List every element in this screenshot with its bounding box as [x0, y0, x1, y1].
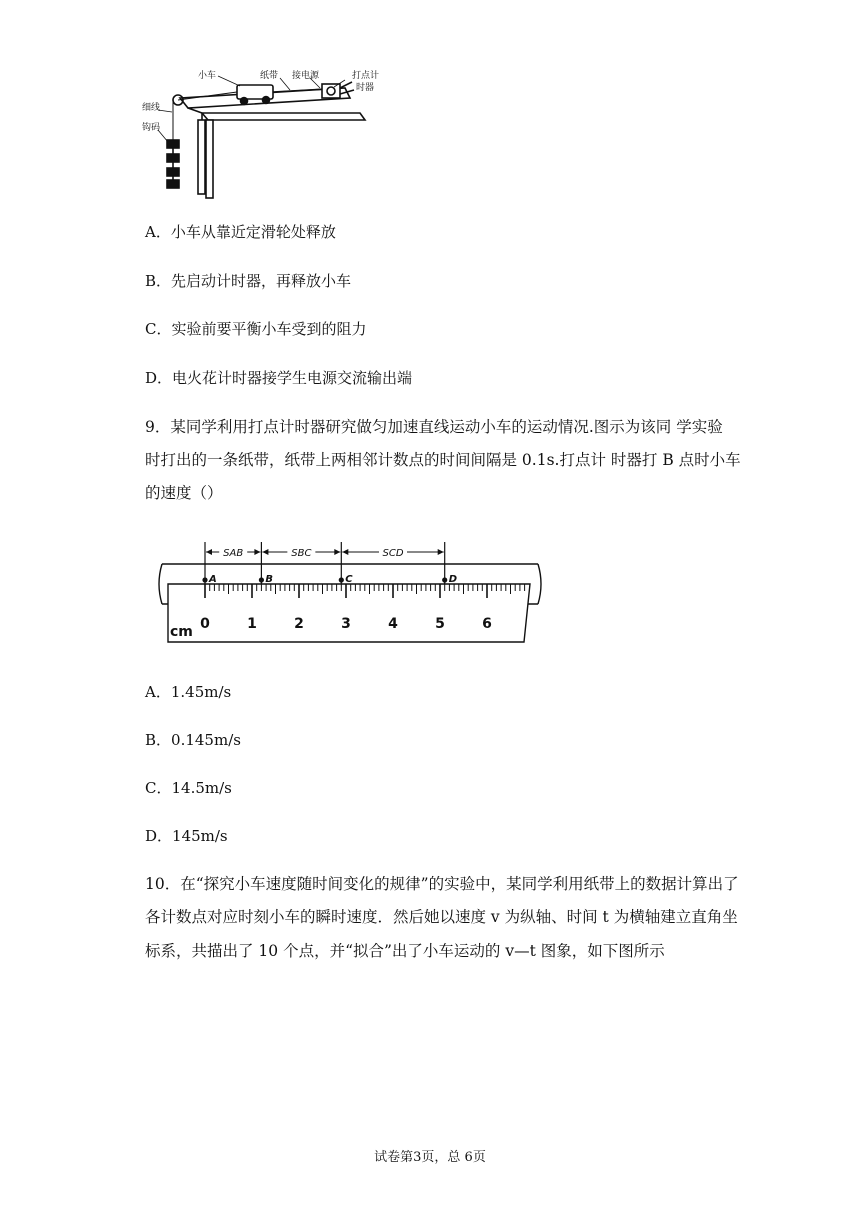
ruler-tick-label: 4: [388, 616, 398, 632]
arrow-head: [342, 549, 348, 555]
table-leg: [206, 120, 213, 198]
q8-option-a: A．小车从靠近定滑轮处释放: [145, 223, 336, 241]
q9-option-d: D．145m/s: [145, 827, 228, 845]
timer: [322, 84, 340, 98]
segment-label: SCD: [382, 548, 404, 559]
q9-line-2: 时打出的一条纸带，纸带上两相邻计数点的时间间隔是 0.1s.打点计 时器打 B 点时小车: [145, 451, 741, 469]
arrow-head: [334, 549, 340, 555]
ruler-tick-label: 5: [435, 616, 445, 632]
ruler-body: [168, 584, 530, 642]
page-footer: 试卷第3页，总 6页: [374, 1150, 486, 1165]
segment-label: SBC: [291, 548, 312, 559]
table-top: [202, 113, 365, 120]
label-timer-2: 时器: [356, 83, 375, 93]
q10-line-2: 各计数点对应时刻小车的瞬时速度．然后她以速度 v 为纵轴、时间 t 为横轴建立直角坐: [145, 908, 738, 926]
q9-option-a: A．1.45m/s: [145, 683, 232, 701]
tape-dot: [259, 577, 264, 582]
q9-line-1: 9．某同学利用打点计时器研究做匀加速直线运动小车的运动情况.图示为该同 学实验: [145, 418, 723, 436]
q10-line-1: 10．在“探究小车速度随时间变化的规律”的实验中，某同学利用纸带上的数据计算出了: [145, 875, 739, 893]
label-string: 细线: [142, 103, 161, 113]
q9-option-b: B．0.145m/s: [145, 731, 241, 749]
q8-option-c: C．实验前要平衡小车受到的阻力: [145, 320, 367, 338]
q9-option-c: C．14.5m/s: [145, 779, 232, 797]
q8-option-d: D．电火花计时器接学生电源交流输出端: [145, 369, 413, 387]
point-label: B: [265, 574, 274, 585]
point-label: A: [209, 574, 217, 585]
label-tape: 纸带: [260, 71, 279, 81]
weights: [167, 140, 179, 188]
apparatus-figure: [140, 68, 380, 200]
tape-dot: [339, 577, 344, 582]
point-label: C: [345, 574, 353, 585]
q10-line-3: 标系，共描出了 10 个点，并“拟合”出了小车运动的 v—t 图象，如下图所示: [145, 942, 665, 960]
label-power: 接电源: [292, 71, 320, 81]
segment-label: SAB: [223, 548, 244, 559]
arrow-head: [206, 549, 212, 555]
q9-line-3: 的速度（）: [145, 484, 223, 502]
tape-dot: [442, 577, 447, 582]
arrow-head: [438, 549, 444, 555]
label-weights: 钩码: [142, 123, 161, 133]
ruler-tick-label: 3: [341, 616, 351, 632]
ruler-unit: cm: [170, 624, 193, 640]
point-label: D: [448, 574, 458, 585]
tape-dot: [202, 577, 207, 582]
ruler-tick-label: 1: [247, 616, 257, 632]
arrow-head: [262, 549, 268, 555]
ruler-figure: [150, 532, 550, 647]
q8-option-b: B．先启动计时器，再释放小车: [145, 272, 352, 290]
ruler-tick-label: 6: [482, 616, 492, 632]
ruler-tick-label: 2: [294, 616, 304, 632]
arrow-head: [254, 549, 260, 555]
label-cart: 小车: [198, 71, 217, 81]
label-timer: 打点计: [352, 71, 380, 81]
ruler-tick-label: 0: [200, 616, 210, 632]
